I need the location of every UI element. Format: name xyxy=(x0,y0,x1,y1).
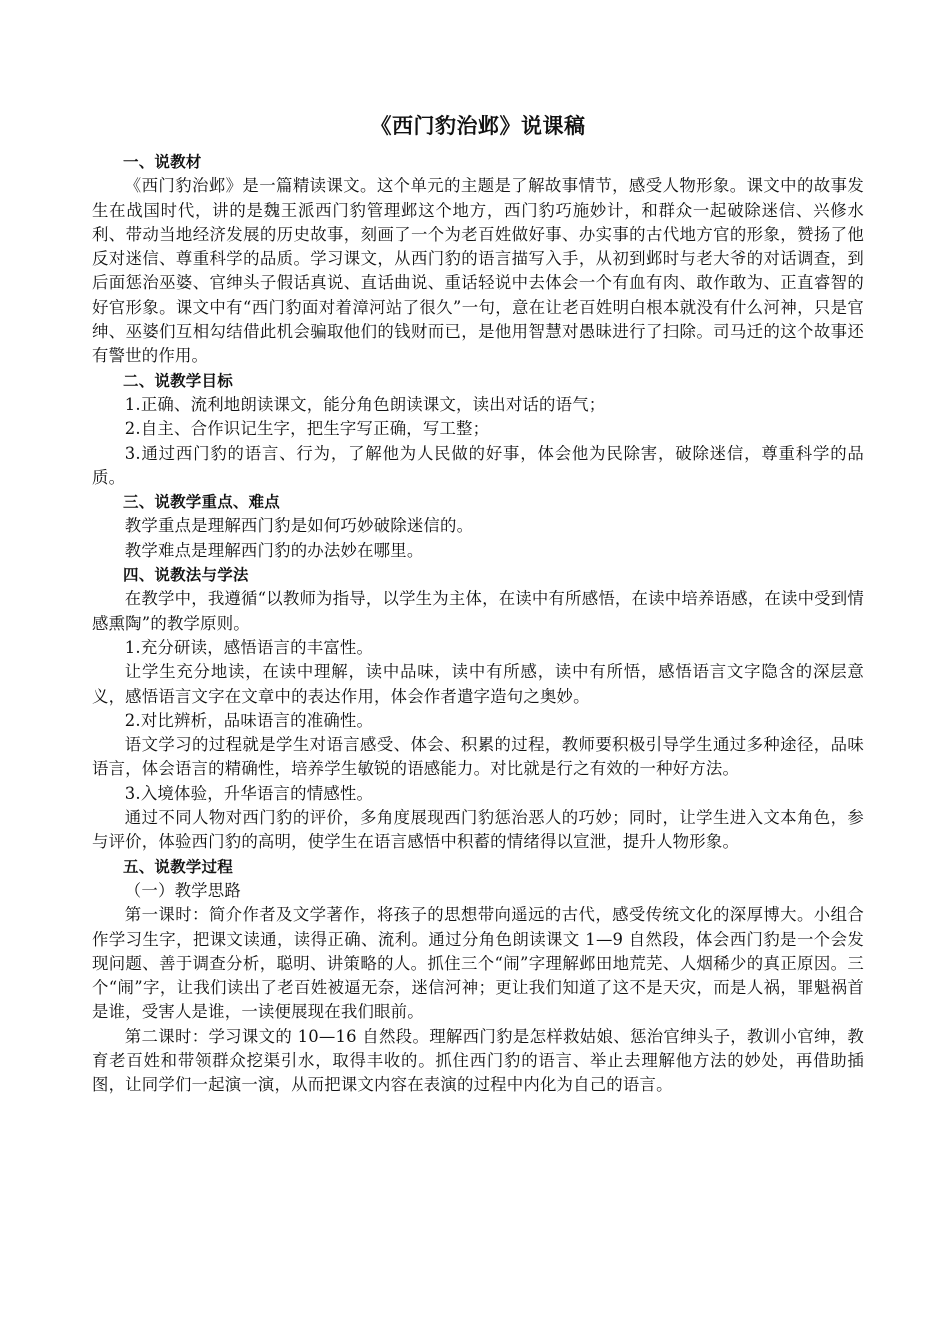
goal-item-2: 2.自主、合作识记生字，把生字写正确，写工整； xyxy=(124,419,490,439)
method-item-3-body: 通过不同人物对西门豹的评价，多角度展现西门豹惩治恶人的巧妙；同时，让学生进入文本角色，参与评价，体验西门豹的高明，使学生在语言感悟中积蓄的情绪得以宣泄，提升人物形象。 xyxy=(92,808,864,852)
section-heading-teaching-process: 五、说教学过程 xyxy=(123,857,233,876)
paragraph-key-point: 教学重点是理解西门豹是如何巧妙破除迷信的。 xyxy=(124,516,474,536)
section-heading-teaching-methods: 四、说教法与学法 xyxy=(123,566,249,585)
method-item-2-title: 2.对比辨析，品味语言的准确性。 xyxy=(124,710,374,730)
document-title: 《西门豹治邺》说课稿 xyxy=(370,114,586,138)
goal-item-1: 1.正确、流利地朗读课文，能分角色朗读课文，读出对话的语气； xyxy=(124,394,606,414)
section-heading-teaching-material: 一、说教材 xyxy=(123,153,202,171)
goal-item-3: 3.通过西门豹的语言、行为，了解他为人民做的好事，体会他为民除害，破除迷信，尊重科学的品质。 xyxy=(92,443,864,487)
paragraph-difficult-point: 教学难点是理解西门豹的办法妙在哪里。 xyxy=(124,540,424,560)
subsection-teaching-approach: （一）教学思路 xyxy=(124,880,241,900)
method-item-3-title: 3.入境体验，升华语言的情感性。 xyxy=(124,783,374,803)
method-item-1-body: 让学生充分地读，在读中理解，读中品味，读中有所感，读中有所悟，感悟语言文字隐含的深层意义，感悟语言文字在文章中的表达作用，体会作者遣字造句之奥妙。 xyxy=(92,662,864,706)
paragraph-second-lesson: 第二课时：学习课文的 10—16 自然段。理解西门豹是怎样救姑娘、惩治官绅头子，教训小官绅，教育老百姓和带领群众挖渠引水，取得丰收的。抓住西门豹的语言、举止去理解他方法的妙处，再借助插图，让同学们一起演一演，从而把课文内容在表演的过程中内化为自己的语言。 xyxy=(92,1026,864,1095)
method-item-2-body: 语文学习的过程就是学生对语言感受、体会、积累的过程，教师要积极引导学生通过多种途径，品味语言，体会语言的精确性，培养学生敏锐的语感能力。对比就是行之有效的一种好方法。 xyxy=(92,735,864,779)
paragraph-first-lesson: 第一课时：简介作者及文学著作，将孩子的思想带向遥远的古代，感受传统文化的深厚博大。小组合作学习生字，把课文读通，读得正确、流利。通过分角色朗读课文 1—9 自然段，体会西门豹是一个会发现问题、善于调查分析，聪明、讲策略的人。抓住三个“闹”字理解邺田地荒芜、人烟稀少的真正原因。三个“闹”字，让我们读出了老百姓被逼无奈，迷信河神；更让我们知道了这不是天灾，而是人祸，罪魁祸首是谁，受害人是谁，一读便展现在我们眼前。 xyxy=(92,905,864,1022)
section-heading-key-difficult-points: 三、说教学重点、难点 xyxy=(123,493,281,512)
section-heading-teaching-goals: 二、说教学目标 xyxy=(123,371,233,390)
method-item-1-title: 1.充分研读，感悟语言的丰富性。 xyxy=(124,637,374,657)
paragraph-material-intro: 《西门豹治邺》是一篇精读课文。这个单元的主题是了解故事情节，感受人物形象。课文中的故事发生在战国时代，讲的是魏王派西门豹管理邺这个地方，西门豹巧施妙计，和群众一起破除迷信、兴修水利、带动当地经济发展的历史故事，刻画了一个为老百姓做好事、办实事的古代地方官的形象，赞扬了他反对迷信、尊重科学的品质。学习课文，从西门豹的语言描写入手，从初到邺时与老大爷的对话调查，到后面惩治巫婆、官绅头子假话真说、直话曲说、重话轻说中去体会一个有血有肉、敢作敢为、正直睿智的好官形象。课文中有“西门豹面对着漳河站了很久”一句，意在让老百姓明白根本就没有什么河神，只是官绅、巫婆们互相勾结借此机会骗取他们的钱财而已，是他用智慧对愚昧进行了扫除。司马迁的这个故事还有警世的作用。 xyxy=(92,176,864,366)
document-body xyxy=(92,108,864,1098)
paragraph-methods-principle: 在教学中，我遵循“以教师为指导，以学生为主体，在读中有所感悟，在读中培养语感，在读中受到情感熏陶”的教学原则。 xyxy=(92,589,864,633)
